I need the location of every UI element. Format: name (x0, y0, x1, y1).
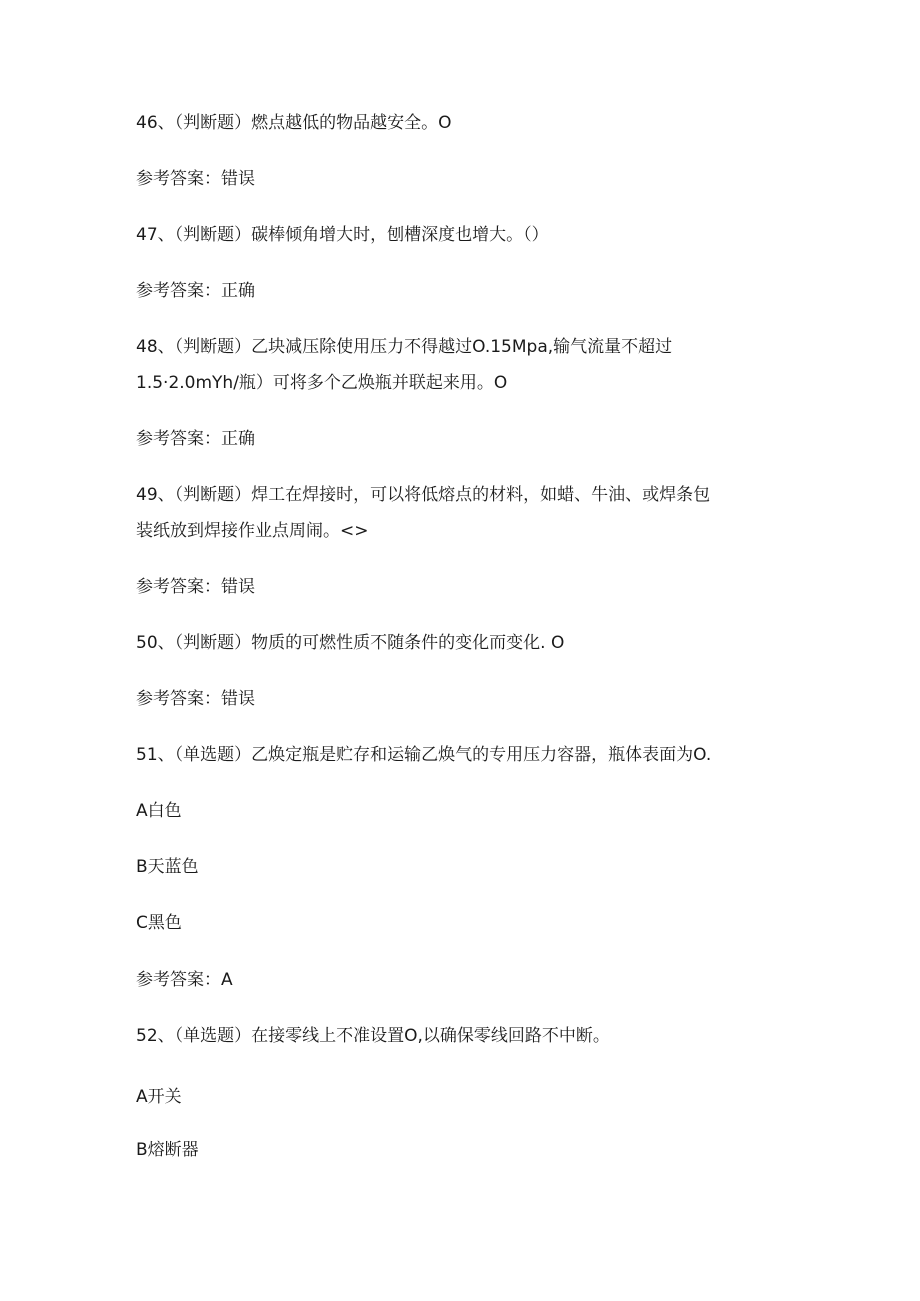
question-48-text-line-2: 1.5·2.0mYh/瓶）可将多个乙焕瓶并联起来用。O (136, 373, 508, 393)
question-51-answer: 参考答案：A (136, 970, 233, 990)
question-51-option-a: A白色 (136, 801, 182, 821)
question-47-text: 47、（判断题）碳棒倾角增大时，刨槽深度也增大。（） (136, 225, 549, 245)
question-49-text-line-2: 装纸放到焊接作业点周闹。<> (136, 521, 369, 541)
question-46-text: 46、（判断题）燃点越低的物品越安全。O (136, 113, 452, 133)
question-48-text-line-1: 48、（判断题）乙块减压除使用压力不得越过O.15Mpa,输气流量不超过 (136, 337, 673, 357)
question-46-answer: 参考答案：错误 (136, 169, 255, 189)
question-52-text: 52、（单选题）在接零线上不准设置O,以确保零线回路不中断。 (136, 1026, 610, 1046)
question-50-text: 50、（判断题）物质的可燃性质不随条件的变化而变化. O (136, 633, 565, 653)
question-47-answer: 参考答案：正确 (136, 281, 255, 301)
question-51-text: 51、（单选题）乙焕定瓶是贮存和运输乙焕气的专用压力容器，瓶体表面为O. (136, 745, 712, 765)
question-50-answer: 参考答案：错误 (136, 689, 255, 709)
question-52-option-b: B熔断器 (136, 1140, 199, 1160)
question-51-option-b: B天蓝色 (136, 857, 199, 877)
question-49-text-line-1: 49、（判断题）焊工在焊接时，可以将低熔点的材料，如蜡、牛油、或焊条包 (136, 485, 711, 505)
question-48-answer: 参考答案：正确 (136, 429, 255, 449)
question-51-option-c: C黑色 (136, 913, 182, 933)
question-52-option-a: A开关 (136, 1087, 182, 1107)
question-49-answer: 参考答案：错误 (136, 577, 255, 597)
